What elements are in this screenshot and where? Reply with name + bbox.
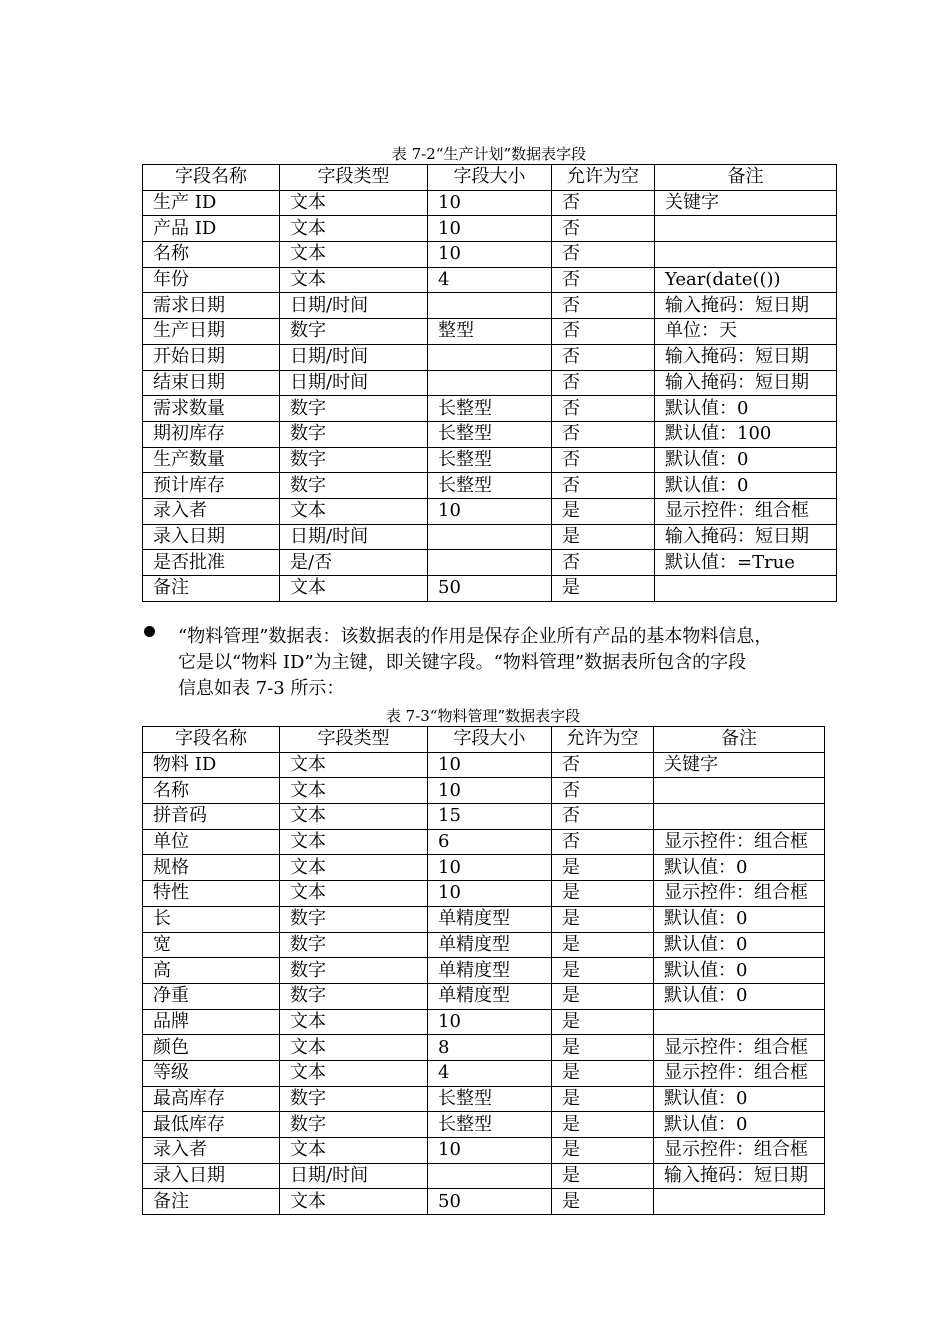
table-row <box>143 344 837 370</box>
table-cell: 数字 <box>280 983 428 1009</box>
table-cell: 默认值：0 <box>655 473 837 499</box>
table-cell <box>654 1009 825 1035</box>
bullet-icon <box>144 626 155 637</box>
table-cell: 数字 <box>280 958 428 984</box>
table-cell: 长整型 <box>428 396 552 422</box>
table-cell: 是 <box>552 1009 654 1035</box>
table-row <box>143 550 837 576</box>
table-row <box>143 1009 825 1035</box>
paragraph-line-3: 信息如表 7-3 所示： <box>178 678 345 699</box>
table-cell: 单精度型 <box>428 958 552 984</box>
table-cell: 文本 <box>280 1060 428 1086</box>
table1 <box>142 164 837 602</box>
table-cell: 默认值：0 <box>654 855 825 881</box>
table-cell: 长整型 <box>428 1086 552 1112</box>
table-cell: 名称 <box>143 242 280 268</box>
table-cell: 15 <box>428 804 552 830</box>
table-cell: 关键字 <box>654 752 825 778</box>
table-cell: 长整型 <box>428 1112 552 1138</box>
table-cell <box>655 242 837 268</box>
table-cell <box>654 778 825 804</box>
table-cell: 长整型 <box>428 421 552 447</box>
table-row <box>143 293 837 319</box>
table-cell: 文本 <box>280 1138 428 1164</box>
table-cell: 单精度型 <box>428 983 552 1009</box>
table-cell <box>654 1189 825 1215</box>
table-cell: 文本 <box>280 267 428 293</box>
table-cell: 默认值：0 <box>655 447 837 473</box>
table-cell: 否 <box>552 804 654 830</box>
table-cell: 备注 <box>143 576 280 602</box>
header-cell: 备注 <box>655 165 837 191</box>
table-row <box>143 1163 825 1189</box>
table-cell: 等级 <box>143 1060 280 1086</box>
table-cell: 文本 <box>280 778 428 804</box>
table-cell: 文本 <box>280 190 428 216</box>
table-cell: 录入者 <box>143 1138 280 1164</box>
table-cell: 否 <box>552 752 654 778</box>
table-cell: 默认值：0 <box>654 932 825 958</box>
table-cell: 10 <box>428 1138 552 1164</box>
table-cell: 生产数量 <box>143 447 280 473</box>
table-cell: 产品 ID <box>143 216 280 242</box>
table-cell: 显示控件：组合框 <box>655 498 837 524</box>
table-cell <box>654 804 825 830</box>
table-cell: 否 <box>552 473 655 499</box>
table-cell: 10 <box>428 881 552 907</box>
table-row <box>143 1189 825 1215</box>
table-cell: 4 <box>428 267 552 293</box>
table-cell: 文本 <box>280 855 428 881</box>
table-cell: 是 <box>552 958 654 984</box>
table-cell: 是 <box>552 881 654 907</box>
table-row <box>143 242 837 268</box>
table-cell: 需求日期 <box>143 293 280 319</box>
table-cell: 默认值：0 <box>654 983 825 1009</box>
table-row <box>143 958 825 984</box>
table-cell: 文本 <box>280 1189 428 1215</box>
header-cell: 允许为空 <box>552 165 655 191</box>
table-cell <box>428 370 552 396</box>
table-cell: 否 <box>552 370 655 396</box>
table-row <box>143 396 837 422</box>
table-cell: 是 <box>552 576 655 602</box>
table-cell: 长整型 <box>428 447 552 473</box>
table-row <box>143 447 837 473</box>
table-cell: 预计库存 <box>143 473 280 499</box>
header-cell: 字段大小 <box>428 165 552 191</box>
table-cell: 录入日期 <box>143 1163 280 1189</box>
table-cell: 是 <box>552 983 654 1009</box>
table-cell: 开始日期 <box>143 344 280 370</box>
table-cell: 期初库存 <box>143 421 280 447</box>
table-row <box>143 1112 825 1138</box>
table-cell: 数字 <box>280 421 428 447</box>
table-cell: 数字 <box>280 396 428 422</box>
table-cell: 否 <box>552 550 655 576</box>
table-cell: 文本 <box>280 804 428 830</box>
table-row <box>143 778 825 804</box>
table-row <box>143 319 837 345</box>
table-cell: 默认值：0 <box>654 958 825 984</box>
table-cell: 是否批准 <box>143 550 280 576</box>
table-cell: 需求数量 <box>143 396 280 422</box>
table-cell: 文本 <box>280 216 428 242</box>
table-cell: 是 <box>552 524 655 550</box>
table-cell: 是 <box>552 855 654 881</box>
table-row <box>143 1060 825 1086</box>
table-cell: 宽 <box>143 932 280 958</box>
table-cell: 50 <box>428 576 552 602</box>
table-cell: 6 <box>428 829 552 855</box>
table-cell: 整型 <box>428 319 552 345</box>
table-cell: 否 <box>552 319 655 345</box>
table-cell: 是 <box>552 1035 654 1061</box>
table-cell: 是 <box>552 1189 654 1215</box>
table-cell: 是/否 <box>280 550 428 576</box>
paragraph-line-2: 它是以“物料 ID”为主键，即关键字段。“物料管理”数据表所包含的字段 <box>178 652 747 673</box>
table-cell <box>428 524 552 550</box>
table-cell: 拼音码 <box>143 804 280 830</box>
table-cell: 长整型 <box>428 473 552 499</box>
header-cell: 字段类型 <box>280 727 428 753</box>
table-cell: 否 <box>552 190 655 216</box>
table-cell: 日期/时间 <box>280 293 428 319</box>
header-cell: 字段名称 <box>143 727 280 753</box>
table-cell: 50 <box>428 1189 552 1215</box>
table-row <box>143 498 837 524</box>
table-cell: 是 <box>552 1138 654 1164</box>
table-cell: 10 <box>428 855 552 881</box>
table-row <box>143 855 825 881</box>
table-cell: 是 <box>552 1086 654 1112</box>
table-cell: 单精度型 <box>428 932 552 958</box>
table-cell: 特性 <box>143 881 280 907</box>
header-row <box>143 727 825 753</box>
table-row <box>143 1086 825 1112</box>
table-cell: 默认值：0 <box>655 396 837 422</box>
table1-caption: 表 7-2“生产计划”数据表字段 <box>391 145 587 163</box>
table-cell: 默认值：0 <box>654 1112 825 1138</box>
table-cell: 录入者 <box>143 498 280 524</box>
header-cell: 字段类型 <box>280 165 428 191</box>
paragraph-line-1: “物料管理”数据表：该数据表的作用是保存企业所有产品的基本物料信息， <box>178 626 773 647</box>
table-cell: 文本 <box>280 576 428 602</box>
table-cell: 规格 <box>143 855 280 881</box>
table-row <box>143 983 825 1009</box>
table-cell: Year(date(()) <box>655 267 837 293</box>
table-cell: 否 <box>552 447 655 473</box>
table-row <box>143 804 825 830</box>
bullet-paragraph <box>142 624 822 702</box>
table-cell: 年份 <box>143 267 280 293</box>
header-cell: 备注 <box>654 727 825 753</box>
table-cell: 备注 <box>143 1189 280 1215</box>
table-cell: 结束日期 <box>143 370 280 396</box>
table-cell: 高 <box>143 958 280 984</box>
table-row <box>143 906 825 932</box>
table-cell: 是 <box>552 932 654 958</box>
table-cell: 颜色 <box>143 1035 280 1061</box>
table-cell: 显示控件：组合框 <box>654 881 825 907</box>
table-cell: 文本 <box>280 829 428 855</box>
table-cell: 名称 <box>143 778 280 804</box>
table-cell: 输入掩码：短日期 <box>655 344 837 370</box>
table-cell <box>428 293 552 319</box>
table-cell: 单位 <box>143 829 280 855</box>
table-cell: 数字 <box>280 1112 428 1138</box>
table-row <box>143 829 825 855</box>
table-cell: 默认值：100 <box>655 421 837 447</box>
table2 <box>142 726 825 1215</box>
table-row <box>143 473 837 499</box>
table-cell: 10 <box>428 242 552 268</box>
table-cell: 输入掩码：短日期 <box>655 524 837 550</box>
table-cell: 否 <box>552 778 654 804</box>
table-cell: 输入掩码：短日期 <box>655 370 837 396</box>
table-cell: 否 <box>552 216 655 242</box>
table-cell: 否 <box>552 267 655 293</box>
table-cell: 品牌 <box>143 1009 280 1035</box>
table-cell: 10 <box>428 498 552 524</box>
table-cell <box>428 1163 552 1189</box>
table-cell: 10 <box>428 778 552 804</box>
table2-caption: 表 7-3“物料管理”数据表字段 <box>385 707 581 725</box>
table-row <box>143 370 837 396</box>
table-cell: 显示控件：组合框 <box>654 1035 825 1061</box>
table-cell: 否 <box>552 293 655 319</box>
table-cell: 否 <box>552 242 655 268</box>
table-cell: 单精度型 <box>428 906 552 932</box>
table-cell: 是 <box>552 1060 654 1086</box>
header-row <box>143 165 837 191</box>
table-cell: 文本 <box>280 752 428 778</box>
table-cell: 数字 <box>280 473 428 499</box>
table-cell: 10 <box>428 1009 552 1035</box>
table-cell: 输入掩码：短日期 <box>655 293 837 319</box>
table-cell: 数字 <box>280 1086 428 1112</box>
table-row <box>143 216 837 242</box>
table-row <box>143 881 825 907</box>
table-cell: 净重 <box>143 983 280 1009</box>
table-cell: 物料 ID <box>143 752 280 778</box>
table-cell: 长 <box>143 906 280 932</box>
table-cell <box>655 576 837 602</box>
table-cell: 是 <box>552 906 654 932</box>
table-cell: 否 <box>552 421 655 447</box>
table-cell <box>428 550 552 576</box>
table-row <box>143 1138 825 1164</box>
table-cell: 日期/时间 <box>280 344 428 370</box>
table-cell: 数字 <box>280 932 428 958</box>
table-cell: 否 <box>552 344 655 370</box>
table-row <box>143 932 825 958</box>
table-cell: 显示控件：组合框 <box>654 1060 825 1086</box>
table-cell: 8 <box>428 1035 552 1061</box>
table-cell: 生产日期 <box>143 319 280 345</box>
table-cell: 默认值：0 <box>654 906 825 932</box>
table-row <box>143 1035 825 1061</box>
table-cell: 单位：天 <box>655 319 837 345</box>
table-row <box>143 576 837 602</box>
table-row <box>143 421 837 447</box>
table-cell: 显示控件：组合框 <box>654 1138 825 1164</box>
table-cell: 日期/时间 <box>280 524 428 550</box>
table-cell <box>655 216 837 242</box>
table-cell <box>428 344 552 370</box>
table-row <box>143 267 837 293</box>
table-cell: 最低库存 <box>143 1112 280 1138</box>
table-cell: 数字 <box>280 906 428 932</box>
table-cell: 是 <box>552 1163 654 1189</box>
table-cell: 否 <box>552 829 654 855</box>
table-cell: 默认值：0 <box>654 1086 825 1112</box>
table-cell: 10 <box>428 216 552 242</box>
table-cell: 日期/时间 <box>280 370 428 396</box>
table-cell: 输入掩码：短日期 <box>654 1163 825 1189</box>
table-cell: 日期/时间 <box>280 1163 428 1189</box>
table-cell: 10 <box>428 752 552 778</box>
table-row <box>143 752 825 778</box>
table-cell: 关键字 <box>655 190 837 216</box>
table-cell: 录入日期 <box>143 524 280 550</box>
table-cell: 是 <box>552 1112 654 1138</box>
table-cell: 否 <box>552 396 655 422</box>
table-row <box>143 524 837 550</box>
header-cell: 允许为空 <box>552 727 654 753</box>
table-cell: 是 <box>552 498 655 524</box>
table-cell: 数字 <box>280 319 428 345</box>
table-cell: 数字 <box>280 447 428 473</box>
table-cell: 生产 ID <box>143 190 280 216</box>
table-cell: 文本 <box>280 1035 428 1061</box>
table-cell: 4 <box>428 1060 552 1086</box>
table-cell: 默认值：=True <box>655 550 837 576</box>
table-cell: 10 <box>428 190 552 216</box>
table-cell: 文本 <box>280 881 428 907</box>
header-cell: 字段大小 <box>428 727 552 753</box>
header-cell: 字段名称 <box>143 165 280 191</box>
table-cell: 显示控件：组合框 <box>654 829 825 855</box>
table-row <box>143 190 837 216</box>
table-cell: 文本 <box>280 242 428 268</box>
table-cell: 文本 <box>280 498 428 524</box>
table-cell: 文本 <box>280 1009 428 1035</box>
table-cell: 最高库存 <box>143 1086 280 1112</box>
